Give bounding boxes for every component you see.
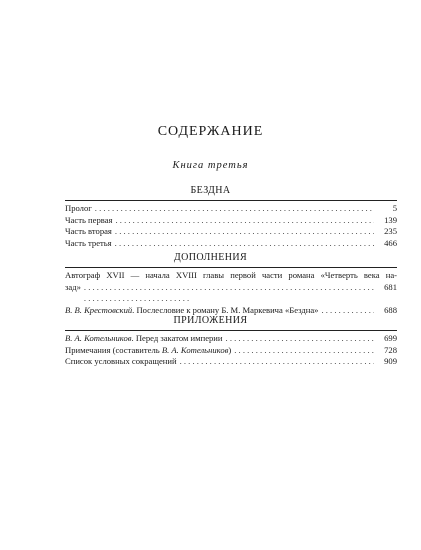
toc-item-title-line2-row <box>65 282 397 305</box>
toc-item[interactable] <box>65 238 397 250</box>
section-heading-bezdna: БЕЗДНА <box>190 185 231 196</box>
toc-item-title-pre: Примечания (составитель <box>65 344 162 355</box>
toc-item-author: В. В. Крестовский <box>65 304 133 315</box>
toc-item-title: Часть первая <box>65 214 113 225</box>
toc-item[interactable] <box>65 345 397 357</box>
toc-list-prilozheniya <box>65 333 397 368</box>
section-divider <box>65 267 397 268</box>
section-divider <box>65 330 397 331</box>
toc-item-author: В. А. Котельников <box>65 333 132 343</box>
toc-item-page: 235 <box>384 226 397 237</box>
toc-item-title-line2: зад» <box>65 281 81 292</box>
dot-leader <box>95 203 374 215</box>
toc-item[interactable] <box>65 270 397 305</box>
toc-item-title: Пролог <box>65 203 92 213</box>
dot-leader <box>115 226 374 238</box>
toc-item-page: 699 <box>384 333 397 343</box>
toc-item[interactable] <box>65 203 397 215</box>
toc-item-author: В. А. Котельников <box>161 344 229 355</box>
toc-item-page: 5 <box>392 203 397 213</box>
toc-list-dopolneniya <box>65 270 397 316</box>
toc-item-title: Список условных сокращений <box>65 356 177 367</box>
section-heading-dopolneniya: ДОПОЛНЕНИЯ <box>173 252 248 263</box>
toc-item-title-line1: Автограф XVII — начала XVIII главы первой части романа «Четверть века на- <box>65 270 397 280</box>
page-title: СОДЕРЖАНИЕ <box>157 124 264 139</box>
toc-item-title-text: . Перед закатом империи <box>131 333 223 343</box>
dot-leader <box>234 345 374 357</box>
toc-item-title <box>65 345 231 357</box>
toc-item[interactable] <box>65 215 397 227</box>
book-title: Книга третья <box>172 160 249 171</box>
toc-item-page: 688 <box>384 304 397 315</box>
toc-item-title: Часть третья <box>65 237 112 248</box>
toc-item-title <box>65 333 223 345</box>
section-heading-prilozheniya: ПРИЛОЖЕНИЯ <box>173 315 248 326</box>
toc-item[interactable] <box>65 356 397 368</box>
toc-item-title-text: . Послесловие к роману Б. М. Маркевича «Бездна» <box>132 304 319 315</box>
toc-list-bezdna <box>65 203 397 249</box>
toc-item-page: 909 <box>384 356 397 367</box>
dot-leader <box>180 356 374 368</box>
section-divider <box>65 200 397 201</box>
toc-item-page: 681 <box>384 281 397 292</box>
dot-leader <box>115 238 374 250</box>
toc-item-page: 466 <box>384 237 397 248</box>
dot-leader <box>115 215 374 227</box>
toc-item-page: 139 <box>384 214 397 225</box>
toc-item-title: Часть вторая <box>65 226 112 237</box>
dot-leader <box>226 333 374 345</box>
toc-item-page: 728 <box>384 344 397 355</box>
toc-item[interactable] <box>65 226 397 238</box>
toc-item[interactable] <box>65 333 397 345</box>
toc-item-title-post: ) <box>228 344 232 355</box>
dot-leader <box>84 282 374 305</box>
